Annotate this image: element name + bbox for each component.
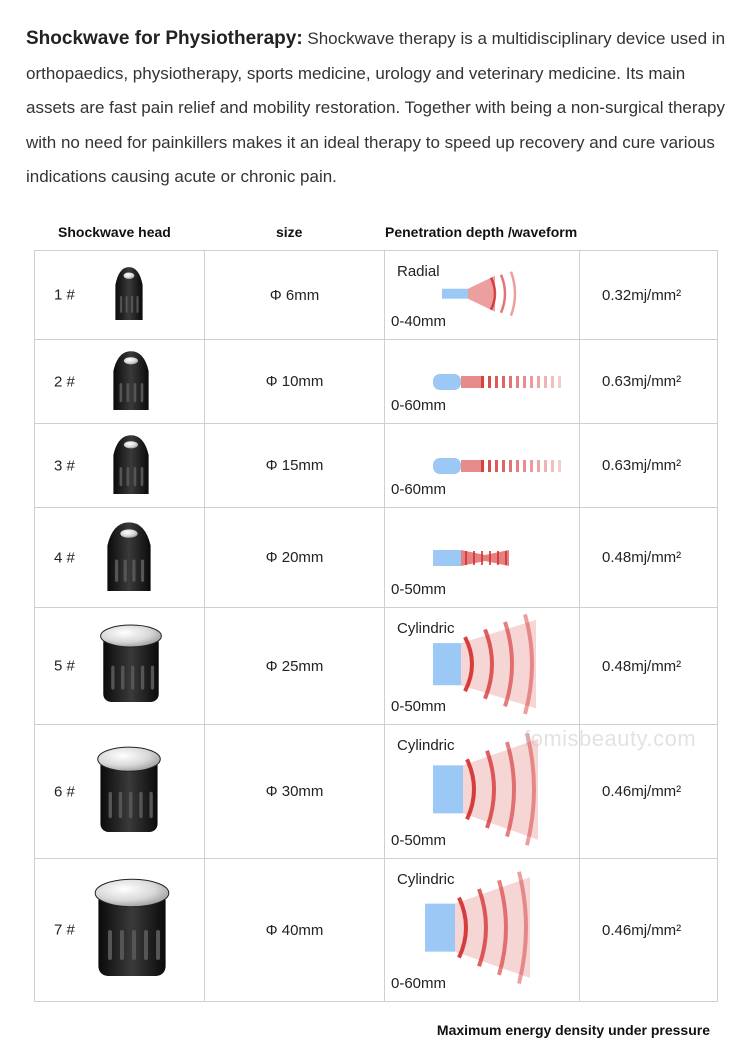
penetration-depth: 0-60mm — [391, 397, 447, 414]
size-cell: Φ 10mm — [205, 340, 385, 424]
table-row — [35, 424, 718, 508]
head-cell — [35, 424, 205, 508]
shockwave-head-icon — [112, 266, 146, 320]
table-row — [35, 251, 718, 340]
energy-density-cell: 0.32mj/mm² — [580, 251, 718, 340]
energy-density-cell: 0.48mj/mm² — [580, 608, 718, 725]
waveform-label: Cylindric — [397, 620, 455, 637]
intro-paragraph — [26, 22, 726, 195]
head-image — [102, 521, 156, 595]
penetration-depth: 0-50mm — [391, 832, 447, 849]
shockwave-head-icon — [109, 434, 153, 494]
head-image — [98, 624, 164, 708]
energy-density-cell: 0.46mj/mm² — [580, 725, 718, 859]
head-number: 4 # — [54, 549, 75, 566]
column-header-waveform: Penetration depth /waveform — [385, 224, 578, 240]
head-cell — [35, 725, 205, 859]
energy-density-cell: 0.63mj/mm² — [580, 340, 718, 424]
penetration-depth: 0-50mm — [391, 698, 447, 715]
head-cell — [35, 251, 205, 340]
size-cell: Φ 25mm — [205, 608, 385, 725]
head-cell — [35, 508, 205, 608]
column-header-size: size — [276, 224, 303, 240]
waveform-cell — [385, 508, 580, 608]
energy-density-cell: 0.48mj/mm² — [580, 508, 718, 608]
energy-density-cell: 0.46mj/mm² — [580, 859, 718, 1002]
energy-density-cell: 0.63mj/mm² — [580, 424, 718, 508]
intro-body: Shockwave therapy is a multidisciplinary device used in orthopaedics, physiotherapy, sports medicine, urology and veterinary medicine. Its main assets are fast pain relief and mobility restoration. Together with being a non-surgical therapy with no need for painkillers makes it an ideal therapy to speed up recovery and cure various indications causing acute or chronic pain. — [26, 29, 726, 186]
spec-table — [34, 250, 718, 1002]
shockwave-head-icon — [109, 350, 153, 410]
head-cell — [35, 340, 205, 424]
waveform-label: Cylindric — [397, 871, 455, 888]
waveform-label: Radial — [397, 263, 440, 280]
penetration-depth: 0-50mm — [391, 581, 447, 598]
table-row — [35, 608, 718, 725]
shockwave-head-icon — [92, 878, 172, 978]
penetration-depth: 0-60mm — [391, 481, 447, 498]
head-image — [109, 434, 153, 498]
size-cell: Φ 40mm — [205, 859, 385, 1002]
head-number: 2 # — [54, 373, 75, 390]
head-image — [92, 878, 172, 982]
table-row — [35, 340, 718, 424]
intro-lead: Shockwave for Physiotherapy: — [26, 28, 303, 49]
head-image — [109, 350, 153, 414]
waveform-cell — [385, 251, 580, 340]
column-header-head: Shockwave head — [58, 224, 171, 240]
size-cell: Φ 30mm — [205, 725, 385, 859]
penetration-depth: 0-60mm — [391, 975, 447, 992]
size-cell: Φ 15mm — [205, 424, 385, 508]
shockwave-head-icon — [98, 624, 164, 704]
head-number: 6 # — [54, 783, 75, 800]
waveform-cell — [385, 424, 580, 508]
head-cell — [35, 859, 205, 1002]
waveform-cell — [385, 608, 580, 725]
waveform-cell — [385, 859, 580, 1002]
head-number: 3 # — [54, 457, 75, 474]
penetration-depth: 0-40mm — [391, 313, 447, 330]
table-row — [35, 508, 718, 608]
shockwave-head-icon — [102, 521, 156, 591]
size-cell: Φ 20mm — [205, 508, 385, 608]
head-image — [95, 746, 163, 838]
watermark: fomisbeauty.com — [524, 726, 697, 751]
head-number: 1 # — [54, 286, 75, 304]
head-cell — [35, 608, 205, 725]
shockwave-head-icon — [95, 746, 163, 834]
table-row — [35, 859, 718, 1002]
size-cell: Φ 6mm — [205, 251, 385, 340]
head-number: 7 # — [54, 921, 75, 939]
footer-note: Maximum energy density under pressure — [436, 1022, 710, 1038]
waveform-cell — [385, 340, 580, 424]
head-image — [112, 266, 146, 324]
waveform-label: Cylindric — [397, 737, 455, 754]
head-number: 5 # — [54, 657, 75, 675]
